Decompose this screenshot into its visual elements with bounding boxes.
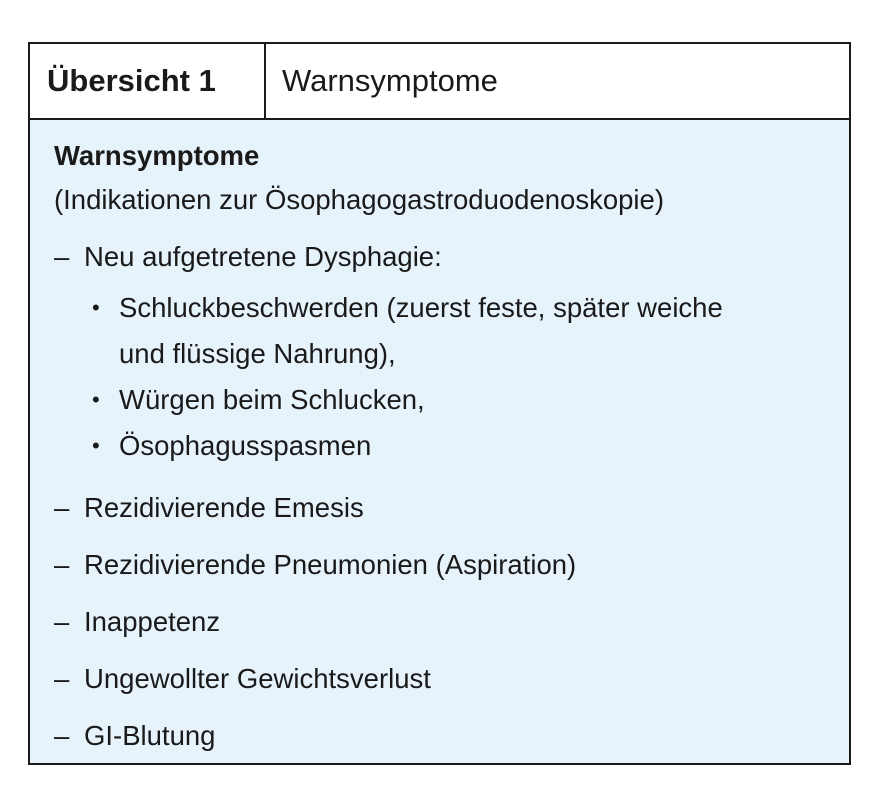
- list-item: [54, 547, 839, 583]
- list-item: [54, 490, 839, 526]
- list-item-label: Ungewollter Gewichtsverlust: [84, 663, 431, 694]
- sub-list-item: [84, 285, 839, 377]
- dash-marker: –: [54, 606, 70, 637]
- box-header: [30, 44, 849, 120]
- sub-list-item-label: Würgen beim Schlucken,: [119, 384, 425, 415]
- dash-marker: –: [54, 492, 70, 523]
- bullet-marker: •: [92, 387, 100, 412]
- list-item-label: Inappetenz: [84, 606, 221, 637]
- list-item-label: Rezidivierende Pneumonien (Aspiration): [84, 549, 577, 580]
- list-item: [54, 718, 839, 754]
- list-item-label: GI-Blutung: [84, 720, 216, 751]
- sub-list: [84, 285, 839, 469]
- dash-marker: –: [54, 663, 70, 694]
- overview-box: [28, 42, 851, 765]
- sub-list-item-label: Ösophagusspasmen: [119, 430, 372, 461]
- list-item-label: Rezidivierende Emesis: [84, 492, 364, 523]
- overview-title: Warnsymptome: [282, 63, 498, 98]
- sub-list-item: [84, 423, 839, 469]
- overview-label: Übersicht 1: [30, 44, 266, 118]
- symptom-list: [54, 239, 839, 754]
- section-subheading: (Indikationen zur Ösophagogastroduodenoskopie): [54, 184, 664, 215]
- dash-marker: –: [54, 549, 70, 580]
- sub-list-item-label: Schluckbeschwerden (zuerst feste, später weiche und flüssige Nahrung),: [119, 292, 723, 369]
- sub-list-item: [84, 377, 839, 423]
- section-heading: Warnsymptome: [54, 140, 260, 171]
- list-item: [54, 239, 839, 469]
- dash-marker: –: [54, 720, 70, 751]
- list-item-label: Neu aufgetretene Dysphagie:: [84, 241, 442, 272]
- list-item: [54, 604, 839, 640]
- box-content: [54, 138, 839, 754]
- dash-marker: –: [54, 241, 70, 272]
- bullet-marker: •: [92, 433, 100, 458]
- bullet-marker: •: [92, 295, 100, 320]
- list-item: [54, 661, 839, 697]
